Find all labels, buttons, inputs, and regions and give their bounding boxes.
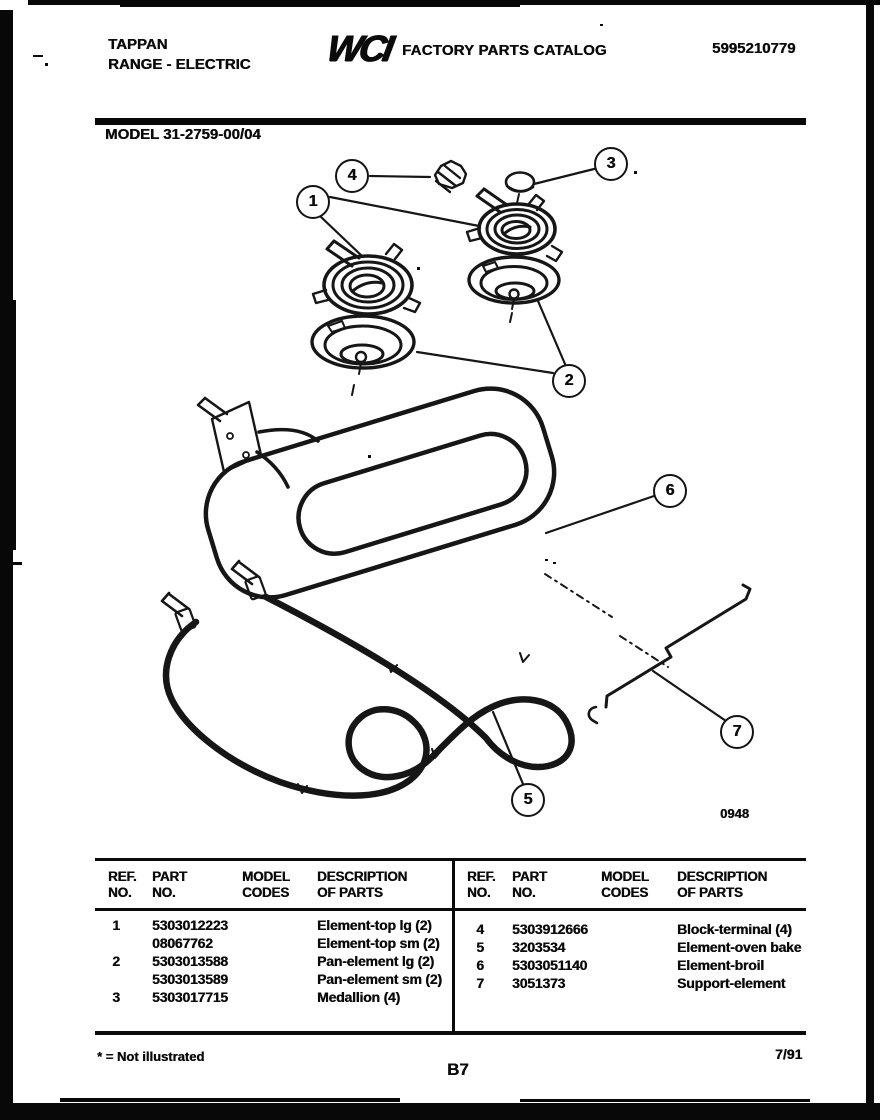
callout-7-label: 7 <box>732 723 742 740</box>
description-cell: Element-oven bake <box>677 939 802 955</box>
callout-6 <box>653 474 687 508</box>
table-divider <box>452 861 455 1031</box>
wci-logo: WCI <box>323 28 394 69</box>
callout-6-label: 6 <box>665 482 675 499</box>
right-edge-artifact <box>866 0 874 1110</box>
callout-2-label: 2 <box>564 372 574 389</box>
callout-7 <box>720 715 754 749</box>
callout-5 <box>511 783 545 817</box>
ref-cell: 2 <box>112 953 120 969</box>
callout-5-label: 5 <box>523 791 533 808</box>
ref-cell: 6 <box>476 957 484 973</box>
part-number-cell: 5303051140 <box>512 957 588 973</box>
catalog-title: FACTORY PARTS CATALOG <box>402 42 607 59</box>
callout-1-label: 1 <box>308 193 318 210</box>
col-desc-header: DESCRIPTION <box>677 869 768 884</box>
part-number-cell: 5303912666 <box>512 921 588 937</box>
callout-4 <box>335 159 369 193</box>
callout-1 <box>296 185 330 219</box>
part-number-cell: 08067762 <box>152 935 213 951</box>
part-number-cell: 5303017715 <box>152 989 228 1005</box>
col-model-header: CODES <box>601 885 649 900</box>
col-part-header: PART <box>152 869 187 884</box>
model-number: MODEL 31-2759-00/04 <box>105 126 261 143</box>
callout-4-label: 4 <box>347 167 357 184</box>
col-part-header: PART <box>512 869 547 884</box>
broil-element <box>192 375 568 611</box>
col-model-header: MODEL <box>601 869 649 884</box>
col-ref-header: NO. <box>467 885 491 900</box>
ref-cell: 3 <box>112 989 120 1005</box>
col-model-header: CODES <box>242 885 290 900</box>
date-code: 7/91 <box>775 1046 803 1062</box>
top-edge-artifact <box>120 5 520 7</box>
description-cell: Element-top sm (2) <box>317 935 440 951</box>
footer-note: * = Not illustrated <box>97 1049 205 1064</box>
description-cell: Element-broil <box>677 957 764 973</box>
part-number-cell: 5303013588 <box>152 953 228 969</box>
col-desc-header: OF PARTS <box>677 885 743 900</box>
bake-element <box>162 561 572 796</box>
description-cell: Support-element <box>677 975 786 991</box>
col-part-header: NO. <box>512 885 536 900</box>
drip-pan-small <box>469 257 559 322</box>
medallion <box>506 173 534 204</box>
surface-element-small <box>467 189 562 261</box>
ref-cell: 1 <box>112 917 120 933</box>
ref-cell: 5 <box>476 939 484 955</box>
ref-cell: 4 <box>476 921 484 937</box>
callout-3-label: 3 <box>606 155 616 172</box>
element-support <box>545 574 750 723</box>
table-header-rule <box>95 908 806 911</box>
parts-table <box>95 858 806 1035</box>
description-cell: Pan-element sm (2) <box>317 971 442 987</box>
figure-number: 0948 <box>720 806 749 821</box>
part-number-cell: 5303013589 <box>152 971 228 987</box>
left-edge-tick <box>0 562 22 565</box>
bottom-edge-artifact <box>0 1103 880 1120</box>
ref-cell: 7 <box>476 975 484 991</box>
bottom-edge-artifact <box>60 1098 400 1102</box>
surface-element-large <box>313 241 420 314</box>
col-desc-header: OF PARTS <box>317 885 383 900</box>
left-edge-tick <box>0 792 11 795</box>
part-number-cell: 3051373 <box>512 975 566 991</box>
col-ref-header: REF. <box>467 869 496 884</box>
callout-3 <box>594 147 628 181</box>
drip-pan-large <box>312 316 414 395</box>
part-number-cell: 3203534 <box>512 939 566 955</box>
col-part-header: NO. <box>152 885 176 900</box>
left-edge-artifact <box>0 10 13 1105</box>
bottom-edge-artifact <box>520 1099 810 1102</box>
page-code: B7 <box>447 1060 469 1079</box>
publication-number: 5995210779 <box>712 40 796 57</box>
description-cell: Medallion (4) <box>317 989 400 1005</box>
col-ref-header: REF. <box>108 869 137 884</box>
col-desc-header: DESCRIPTION <box>317 869 408 884</box>
col-model-header: MODEL <box>242 869 290 884</box>
scan-specks <box>33 24 637 564</box>
part-number-cell: 5303012223 <box>152 917 228 933</box>
terminal-block <box>435 161 466 192</box>
description-cell: Block-terminal (4) <box>677 921 792 937</box>
brand-category: RANGE - ELECTRIC <box>108 56 251 73</box>
callout-2 <box>552 364 586 398</box>
col-ref-header: NO. <box>108 885 132 900</box>
brand-name: TAPPAN <box>108 36 168 53</box>
description-cell: Pan-element lg (2) <box>317 953 434 969</box>
description-cell: Element-top lg (2) <box>317 917 432 933</box>
left-edge-artifact <box>13 300 16 550</box>
header-rule <box>95 118 806 125</box>
